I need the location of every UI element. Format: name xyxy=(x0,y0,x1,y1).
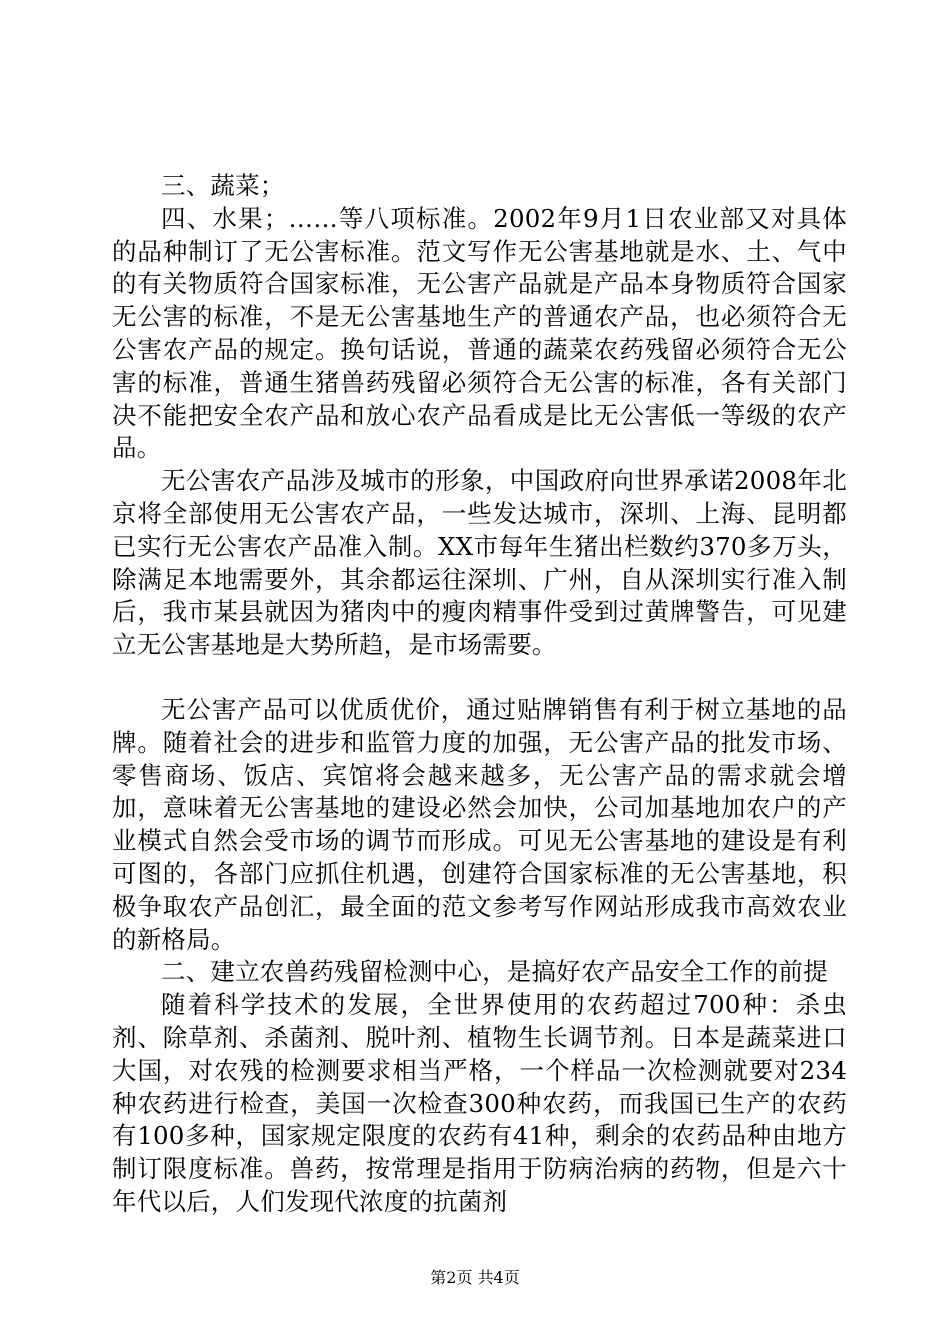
section-heading-detection-center: 二、建立农兽药残留检测中心，是搞好农产品安全工作的前提 xyxy=(161,957,828,987)
document-body xyxy=(112,170,847,1219)
paragraph-vegetables: 三、蔬菜； xyxy=(161,171,285,200)
paragraph-pesticides: 随着科学技术的发展，全世界使用的农药超过700种：杀虫剂、除草剂、杀菌剂、脱叶剂、植物生长调节剂。日本是蔬菜进口大国，对农残的检测要求相当严格，一个样品一次检测就要对234种农药进行检查，美国一次检查300种农药，而我国已生产的农药有100多种，国家规定限度的农药有41种，剩余的农药品种由地方制订限度标准。兽药，按常理是指用于防病治病的药物，但是六十年代以后，人们发现代浓度的抗菌剂 xyxy=(112,990,847,1216)
page-number-footer: 第2页 共4页 xyxy=(430,1268,520,1287)
paragraph-quality-price: 无公害产品可以优质优价，通过贴牌销售有利于树立基地的品牌。随着社会的进步和监管力度的加强，无公害产品的批发市场、零售商场、饭店、宾馆将会越来越多，无公害产品的需求就会增加，意味着无公害基地的建设必然会加快，公司加基地加农户的产业模式自然会受市场的调节而形成。可见无公害基地的建设是有利可图的，各部门应抓住机遇，创建符合国家标准的无公害基地，积极争取农产品创汇，最全面的范文参考写作网站形成我市高效农业的新格局。 xyxy=(112,694,847,954)
paragraph-city-image: 无公害农产品涉及城市的形象，中国政府向世界承诺2008年北京将全部使用无公害农产品，一些发达城市，深圳、上海、昆明都已实行无公害农产品准入制。XX市每年生猪出栏数约370多万头，除满足本地需要外，其余都运往深圳、广州，自从深圳实行准入制后，我市某县就因为猪肉中的瘦肉精事件受到过黄牌警告，可见建立无公害基地是大势所趋，是市场需要。 xyxy=(112,466,847,660)
paragraph-fruits-standards: 四、水果；……等八项标准。2002年9月1日农业部又对具体的品种制订了无公害标准。范文写作无公害基地就是水、土、气中的有关物质符合国家标准，无公害产品就是产品本身物质符合国家无公害的标准，不是无公害基地生产的普通农产品，也必须符合无公害农产品的规定。换句话说，普通的蔬菜农药残留必须符合无公害的标准，普通生猪兽药残留必须符合无公害的标准，各有关部门决不能把安全农产品和放心农产品看成是比无公害低一等级的农产品。 xyxy=(112,203,847,463)
paragraph-gap xyxy=(112,662,847,694)
